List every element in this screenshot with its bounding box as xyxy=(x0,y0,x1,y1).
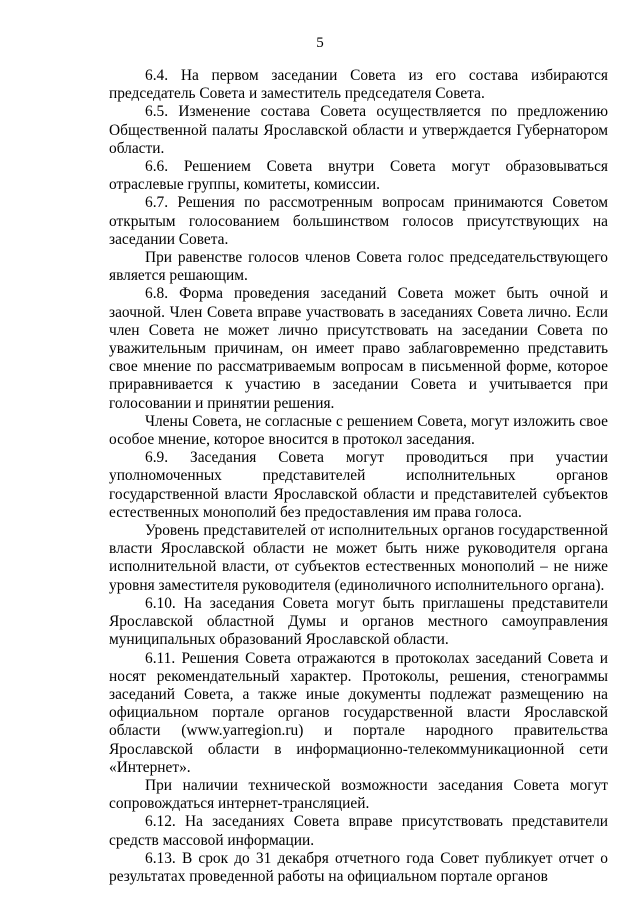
paragraph-6-4: 6.4. На первом заседании Совета из его состава избираются председатель Совета и заместитель председателя Совета. xyxy=(109,67,608,103)
paragraph-6-8-dissent: Члены Совета, не согласные с решением Совета, могут изложить свое особое мнение, которое вносится в протокол заседания. xyxy=(109,412,608,449)
paragraph-6-8: 6.8. Форма проведения заседаний Совета может быть очной и заочной. Член Совета вправе участвовать в заседаниях Совета лично. Если член Совета не может лично присутствовать на заседании Совета по уважительным причинам, он имеет право заблаговременно представить свое мнение по рассматриваемым вопросам в письменной форме, которое приравнивается к участию в заседании Совета и учитывается при голосовании и принятии решения. xyxy=(109,285,608,412)
paragraph-6-11: 6.11. Решения Совета отражаются в протоколах заседаний Совета и носят рекомендательный характер. Протоколы, решения, стенограммы заседаний Совета, а также иные документы подлежат размещению на официальном портале органов государственной власти Ярославской области (www.yarregion.ru) и портале народного правительства Ярославской области в информационно-телекоммуникационной сети «Интернет». xyxy=(109,649,608,776)
paragraph-6-6: 6.6. Решением Совета внутри Совета могут образовываться отраслевые группы, комитеты, комиссии. xyxy=(109,158,608,194)
paragraph-6-9: 6.9. Заседания Совета могут проводиться при участии уполномоченных представителей исполнительных органов государственной власти Ярославской области и представителей субъектов естественных монополий без предоставления им права голоса. xyxy=(109,449,608,521)
page-number: 5 xyxy=(316,35,324,51)
paragraph-6-12: 6.12. На заседаниях Совета вправе присутствовать представители средств массовой информации. xyxy=(109,813,608,849)
paragraph-6-9-level: Уровень представителей от исполнительных органов государственной власти Ярославской области не может быть ниже руководителя органа исполнительной власти, от субъектов естественных монополий – не ниже уровня заместителя руководителя (единоличного исполнительного органа). xyxy=(109,522,608,594)
paragraph-6-10: 6.10. На заседания Совета могут быть приглашены представители Ярославской областной Думы и органов местного самоуправления муниципальных образований Ярославской области. xyxy=(109,594,608,649)
paragraph-6-7: 6.7. Решения по рассмотренным вопросам принимаются Советом открытым голосованием большинством голосов присутствующих на заседании Совета. xyxy=(109,194,608,248)
paragraph-6-5: 6.5. Изменение состава Совета осуществляется по предложению Общественной палаты Ярославской области и утверждается Губернатором области. xyxy=(109,103,608,157)
paragraph-6-13: 6.13. В срок до 31 декабря отчетного года Совет публикует отчет о результатах проведенной работы на официальном портале органов xyxy=(109,849,608,885)
paragraph-6-7-tie-vote: При равенстве голосов членов Совета голос председательствующего является решающим. xyxy=(109,249,608,285)
paragraph-6-11-broadcast: При наличии технической возможности заседания Совета могут сопровождаться интернет-трансляцией. xyxy=(109,776,608,813)
document-body xyxy=(109,67,608,886)
